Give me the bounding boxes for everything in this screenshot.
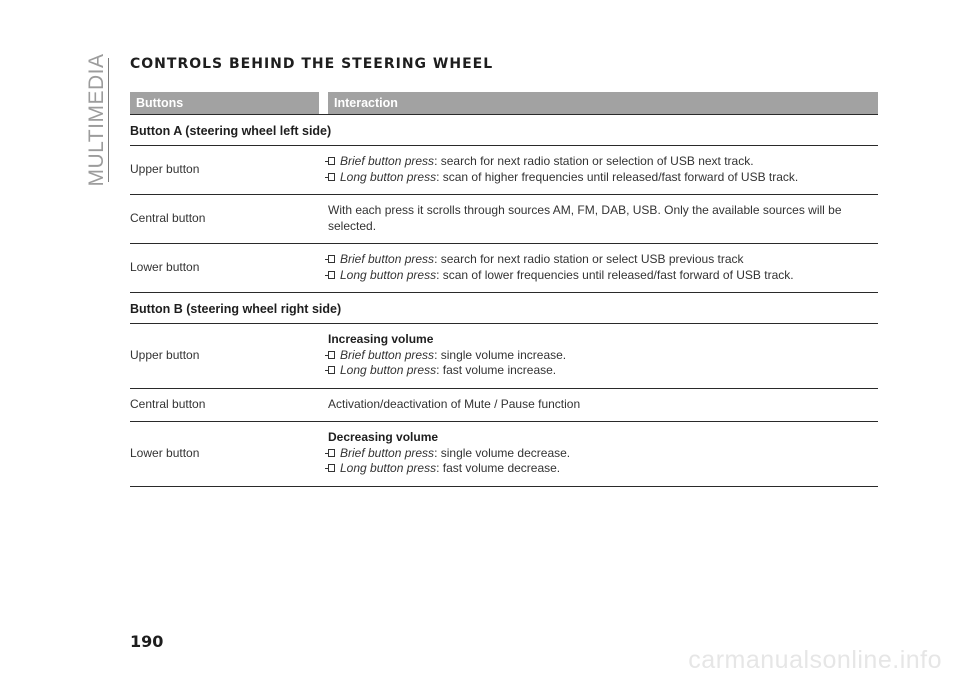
bullet-item bbox=[328, 268, 878, 284]
bullet-item bbox=[328, 170, 878, 186]
checkbox-bullet-icon bbox=[328, 366, 335, 374]
checkbox-bullet-icon bbox=[328, 351, 335, 359]
bullet-text: : search for next radio station or selection of USB next track. bbox=[434, 154, 754, 168]
table-row bbox=[130, 422, 878, 487]
button-name: Upper button bbox=[130, 347, 200, 362]
table-row bbox=[130, 195, 878, 244]
table-row bbox=[130, 389, 878, 423]
bullet-text: : single volume decrease. bbox=[434, 445, 571, 460]
watermark-text: carmanualsonline.info bbox=[688, 646, 942, 674]
page-number: 190 bbox=[130, 632, 164, 651]
bullet-text: : fast volume decrease. bbox=[436, 461, 561, 475]
bullet-item bbox=[328, 363, 878, 379]
bullet-label: Brief button press bbox=[340, 154, 435, 168]
button-name: Lower button bbox=[130, 259, 200, 274]
table-row bbox=[130, 244, 878, 293]
bullet-item bbox=[328, 154, 878, 170]
interaction-cell bbox=[328, 430, 878, 477]
button-name: Upper button bbox=[130, 161, 200, 176]
header-buttons: Buttons bbox=[130, 92, 319, 114]
controls-table bbox=[130, 92, 878, 487]
button-name: Central button bbox=[130, 396, 206, 411]
bullet-label: Brief button press bbox=[340, 445, 435, 460]
interaction-cell bbox=[328, 332, 878, 379]
checkbox-bullet-icon bbox=[328, 449, 335, 457]
bullet-text: : fast volume increase. bbox=[436, 363, 557, 377]
interaction-text: Activation/deactivation of Mute / Pause function bbox=[328, 396, 581, 411]
checkbox-bullet-icon bbox=[328, 157, 335, 165]
table-row bbox=[130, 324, 878, 389]
bullet-label: Brief button press bbox=[340, 252, 435, 266]
checkbox-bullet-icon bbox=[328, 255, 335, 263]
table-header bbox=[130, 92, 878, 115]
bullet-label: Long button press bbox=[340, 461, 437, 475]
button-name: Central button bbox=[130, 210, 206, 225]
header-gap bbox=[319, 92, 328, 114]
bullet-text: : scan of higher frequencies until released/fast forward of USB track. bbox=[436, 169, 799, 184]
interaction-heading: Increasing volume bbox=[328, 332, 434, 346]
header-interaction: Interaction bbox=[328, 92, 878, 114]
interaction-cell bbox=[328, 252, 878, 283]
interaction-heading: Decreasing volume bbox=[328, 430, 439, 444]
button-name: Lower button bbox=[130, 445, 200, 460]
page-title: CONTROLS BEHIND THE STEERING WHEEL bbox=[130, 56, 494, 72]
section-title-button-b: Button B (steering wheel right side) bbox=[130, 293, 878, 324]
bullet-item bbox=[328, 446, 878, 462]
checkbox-bullet-icon bbox=[328, 464, 335, 472]
interaction-text: With each press it scrolls through sources AM, FM, DAB, USB. Only the available sources will be selected. bbox=[328, 203, 842, 233]
checkbox-bullet-icon bbox=[328, 271, 335, 279]
bullet-label: Long button press bbox=[340, 169, 437, 184]
interaction-cell bbox=[328, 154, 878, 185]
table-row bbox=[130, 146, 878, 195]
side-section-tab bbox=[85, 53, 109, 187]
checkbox-bullet-icon bbox=[328, 173, 335, 181]
bullet-item bbox=[328, 461, 878, 477]
bullet-item bbox=[328, 252, 878, 268]
bullet-label: Brief button press bbox=[340, 347, 435, 362]
bullet-text: : single volume increase. bbox=[434, 347, 567, 362]
bullet-label: Long button press bbox=[340, 267, 437, 282]
section-title-button-a: Button A (steering wheel left side) bbox=[130, 115, 878, 146]
bullet-text: : search for next radio station or select USB previous track bbox=[434, 252, 744, 266]
bullet-text: : scan of lower frequencies until released/fast forward of USB track. bbox=[436, 267, 794, 282]
bullet-item bbox=[328, 348, 878, 364]
bullet-label: Long button press bbox=[340, 363, 437, 377]
side-section-label: MULTIMEDIA bbox=[85, 53, 108, 187]
